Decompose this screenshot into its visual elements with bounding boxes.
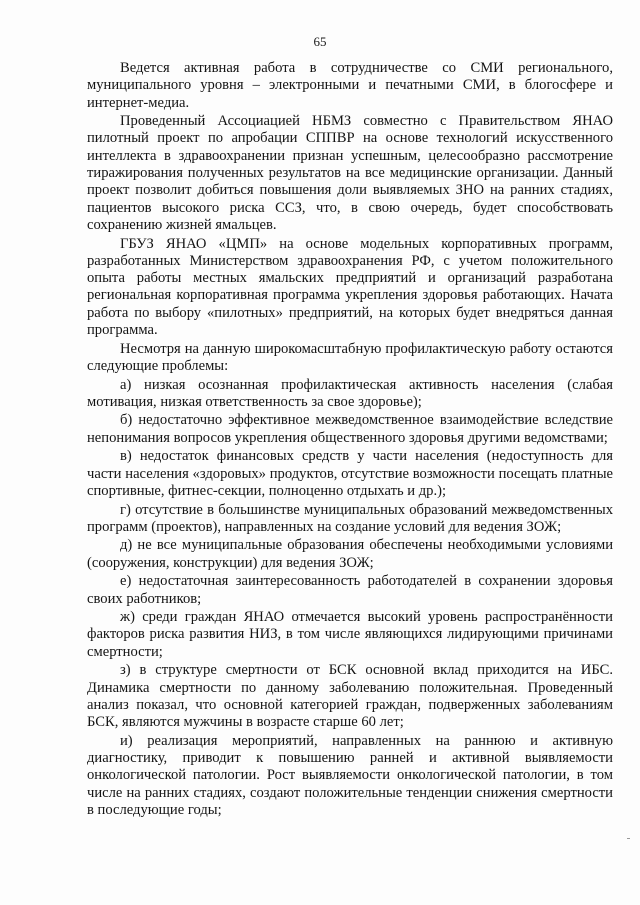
problem-item-d: д) не все муниципальные образования обеспечены необходимыми условиями (сооружения, конструкции) для ведения ЗОЖ; xyxy=(87,537,613,571)
problem-item-zh: ж) среди граждан ЯНАО отмечается высокий уровень распространённости факторов риска развития НИЗ, в том числе являющихся лидирующими причинами смертности; xyxy=(87,609,613,660)
problem-item-e: е) недостаточная заинтересованность работодателей в сохранении здоровья своих работников; xyxy=(87,573,613,607)
problem-item-a: а) низкая осознанная профилактическая активность населения (слабая мотивация, низкая ответственность за свое здоровье); xyxy=(87,376,613,410)
problem-item-i: и) реализация мероприятий, направленных на раннюю и активную диагностику, приводит к повышению ранней и активной выявляемости онкологической патологии. Рост выявляемости онкологической патологии, в том числе на ранних стадиях, создают положительные тенденции снижения смертности в последующие годы; xyxy=(87,732,613,819)
document-body xyxy=(87,60,613,821)
page-number: 65 xyxy=(313,34,327,49)
paragraph-media-work: Ведется активная работа в сотрудничестве со СМИ регионального, муниципального уровня – электронными и печатными СМИ, в блогосфере и интернет-медиа. xyxy=(87,60,613,111)
problem-item-g: г) отсутствие в большинстве муниципальных образований межведомственных программ (проектов), направленных на создание условий для ведения ЗОЖ; xyxy=(87,501,613,535)
paragraph-corporate-program: ГБУЗ ЯНАО «ЦМП» на основе модельных корпоративных программ, разработанных Министерством здравоохранения РФ, с учетом положительного опыта работы местных ямальских предприятий и организаций разработана региональная корпоративная программа укрепления здоровья работающих. Начата работа по выбору «пилотных» предприятий, на которых будет внедряться данная программа. xyxy=(87,235,613,339)
problem-item-z: з) в структуре смертности от БСК основной вклад приходится на ИБС. Динамика смертности по данному заболеванию положительная. Проведенный анализ показал, что основной категорией граждан, подверженных заболеваниям БСК, являются мужчины в возрасте старше 60 лет; xyxy=(87,662,613,731)
problem-item-v: в) недостаток финансовых средств у части населения (недоступность для части населения «здоровых» продуктов, отсутствие возможности посещать платные спортивные, фитнес-секции, полноценно отдыхать и др.); xyxy=(87,448,613,499)
scan-mark xyxy=(627,838,630,839)
paragraph-pilot-project: Проведенный Ассоциацией НБМЗ совместно с Правительством ЯНАО пилотный проект по апробации СППВР на основе технологий искусственного интеллекта в здравоохранении признан успешным, целесообразно рассмотрение тиражирования полученных результатов на все медицинские организации. Данный проект позволит добиться повышения доли выявляемых ЗНО на ранних стадиях, пациентов высокого риска ССЗ, что, в свою очередь, будет способствовать сохранению жизней ямальцев. xyxy=(87,113,613,233)
problem-item-b: б) недостаточно эффективное межведомственное взаимодействие вследствие непонимания вопросов укрепления общественного здоровья другими ведомствами; xyxy=(87,412,613,446)
paragraph-problems-intro: Несмотря на данную широкомасштабную профилактическую работу остаются следующие проблемы: xyxy=(87,340,613,374)
